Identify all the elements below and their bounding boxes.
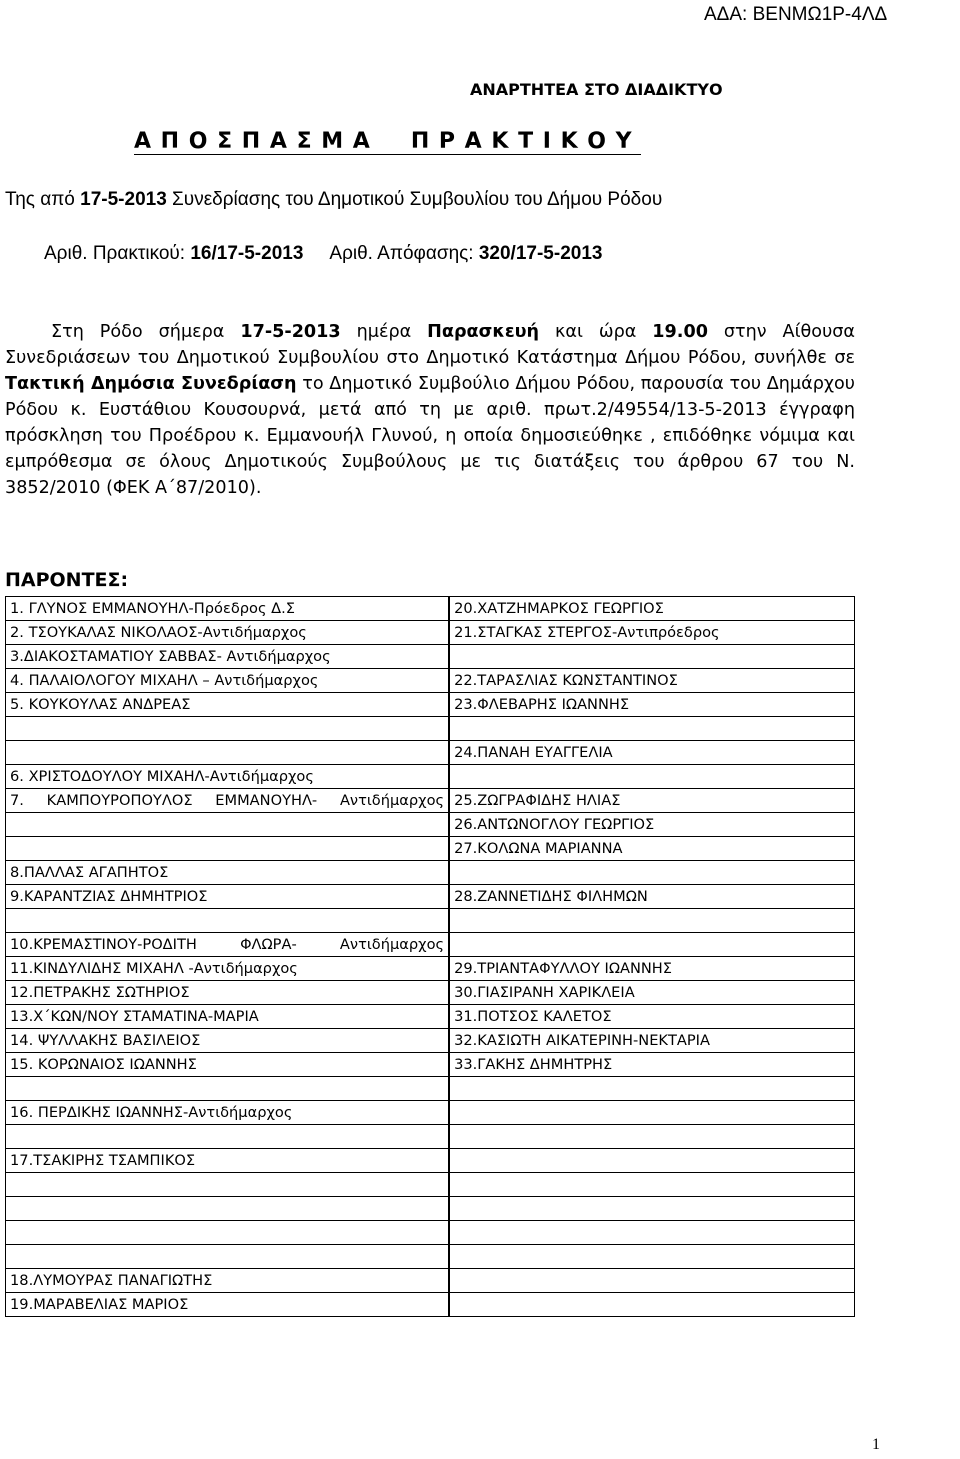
table-row — [6, 813, 855, 837]
para-date: 17-5-2013 — [240, 322, 341, 342]
table-row — [6, 621, 855, 645]
member-left: 12.ΠΕΤΡΑΚΗΣ ΣΩΤΗΡΙΟΣ — [6, 981, 449, 1005]
member-left — [6, 1221, 449, 1245]
table-row — [6, 1221, 855, 1245]
member-right: 23.ΦΛΕΒΑΡΗΣ ΙΩΑΝΝΗΣ — [450, 693, 855, 717]
member-right: 20.ΧΑΤΖΗΜΑΡΚΟΣ ΓΕΩΡΓΙΟΣ — [450, 597, 855, 621]
document-title — [134, 129, 633, 154]
session-date: 17-5-2013 — [80, 189, 167, 210]
table-row — [6, 885, 855, 909]
member-right — [450, 909, 855, 933]
session-line — [5, 189, 662, 211]
table-row — [6, 1197, 855, 1221]
member-left — [6, 1173, 449, 1197]
online-notice: ΑΝΑΡΤΗΤΕΑ ΣΤΟ ΔΙΑΔΙΚΤΥΟ — [470, 80, 723, 99]
decision-label: Αριθ. Απόφασης: — [329, 243, 479, 264]
decision-number: 320/17-5-2013 — [478, 243, 603, 264]
table-row — [6, 837, 855, 861]
para-text-3: και ώρα — [539, 322, 653, 342]
member-left: 8.ΠΑΛΛΑΣ ΑΓΑΠΗΤΟΣ — [6, 861, 449, 885]
member-right: 28.ΖΑΝΝΕΤΙΔΗΣ ΦΙΛΗΜΩΝ — [450, 885, 855, 909]
member-right — [450, 1269, 855, 1293]
member-left: 7. ΚΑΜΠΟΥΡΟΠΟΥΛΟΣ ΕΜΜΑΝΟΥΗΛ- Αντιδήμαρχος — [6, 789, 449, 813]
member-left — [6, 741, 449, 765]
member-right: 26.ΑΝΤΩΝΟΓΛΟΥ ΓΕΩΡΓΙΟΣ — [450, 813, 855, 837]
member-right: 25.ΖΩΓΡΑΦΙΔΗΣ ΗΛΙΑΣ — [450, 789, 855, 813]
member-right — [450, 861, 855, 885]
member-left: 15. ΚΟΡΩΝΑΙΟΣ ΙΩΑΝΝΗΣ — [6, 1053, 449, 1077]
members-table — [5, 596, 855, 1317]
table-row — [6, 861, 855, 885]
para-text-2: ημέρα — [340, 322, 428, 342]
member-right — [450, 1125, 855, 1149]
member-right — [450, 933, 855, 957]
member-left — [6, 717, 449, 741]
member-left: 16. ΠΕΡΔΙΚΗΣ ΙΩΑΝΝΗΣ-Αντιδήμαρχος — [6, 1101, 449, 1125]
member-right: 22.ΤΑΡΑΣΛΙΑΣ ΚΩΝΣΤΑΝΤΙΝΟΣ — [450, 669, 855, 693]
session-prefix: Της από — [5, 189, 81, 210]
table-row — [6, 789, 855, 813]
member-right — [450, 1221, 855, 1245]
member-right: 32.ΚΑΣΙΩΤΗ ΑΙΚΑΤΕΡΙΝΗ-ΝΕΚΤΑΡΙΑ — [450, 1029, 855, 1053]
ada-code: ΑΔΑ: ΒΕΝΜΩ1Ρ-4ΛΔ — [704, 4, 888, 25]
table-row — [6, 1245, 855, 1269]
table-row — [6, 669, 855, 693]
member-right — [450, 765, 855, 789]
table-row — [6, 693, 855, 717]
para-text-1: Στη Ρόδο σήμερα — [51, 322, 241, 342]
member-right: 24.ΠΑΝΑΗ ΕΥΑΓΓΕΛΙΑ — [450, 741, 855, 765]
member-left: 9.ΚΑΡΑΝΤΖΙΑΣ ΔΗΜΗΤΡΙΟΣ — [6, 885, 449, 909]
member-right: 29.ΤΡΙΑΝΤΑΦΥΛΛΟΥ ΙΩΑΝΝΗΣ — [450, 957, 855, 981]
member-left: 2. ΤΣΟΥΚΑΛΑΣ ΝΙΚΟΛΑΟΣ-Αντιδήμαρχος — [6, 621, 449, 645]
reference-numbers — [44, 243, 602, 265]
table-row — [6, 597, 855, 621]
para-time: 19.00 — [652, 322, 708, 342]
member-right: 30.ΓΙΑΣΙΡΑΝΗ ΧΑΡΙΚΛΕΙΑ — [450, 981, 855, 1005]
member-left — [6, 1245, 449, 1269]
member-left: 4. ΠΑΛΑΙΟΛΟΓΟΥ ΜΙΧΑΗΛ – Αντιδήμαρχος — [6, 669, 449, 693]
member-right — [450, 1293, 855, 1317]
member-left — [6, 837, 449, 861]
member-left: 10.ΚΡΕΜΑΣΤΙΝΟΥ-ΡΟΔΙΤΗ ΦΛΩΡΑ- Αντιδήμαρχος — [6, 933, 449, 957]
table-row — [6, 957, 855, 981]
member-right — [450, 1077, 855, 1101]
table-row — [6, 645, 855, 669]
table-row — [6, 765, 855, 789]
member-left — [6, 1077, 449, 1101]
member-left — [6, 813, 449, 837]
member-left: 6. ΧΡΙΣΤΟΔΟΥΛΟΥ ΜΙΧΑΗΛ-Αντιδήμαρχος — [6, 765, 449, 789]
member-right: 31.ΠΟΤΣΟΣ ΚΑΛΕΤΟΣ — [450, 1005, 855, 1029]
table-row — [6, 717, 855, 741]
member-left: 19.ΜΑΡΑΒΕΛΙΑΣ ΜΑΡΙΟΣ — [6, 1293, 449, 1317]
para-session-kind: Τακτική Δημόσια Συνεδρίαση — [5, 374, 297, 394]
member-left: 14. ΨΥΛΛΑΚΗΣ ΒΑΣΙΛΕΙΟΣ — [6, 1029, 449, 1053]
member-right: 21.ΣΤΑΓΚΑΣ ΣΤΕΡΓΟΣ-Αντιπρόεδρος — [450, 621, 855, 645]
member-right — [450, 645, 855, 669]
page-number: 1 — [872, 1436, 880, 1453]
meeting-paragraph — [5, 319, 855, 501]
para-text-4: στην Αίθουσα Συνεδριάσεων του Δημοτικού Συμβουλίου στο Δημοτικό Κατάστημα Δήμου Ρόδου, συνήλθε σε — [5, 322, 855, 368]
member-left: 1. ΓΛΥΝΟΣ ΕΜΜΑΝΟΥΗΛ-Πρόεδρος Δ.Σ — [6, 597, 449, 621]
table-row — [6, 981, 855, 1005]
table-row — [6, 1149, 855, 1173]
table-row — [6, 909, 855, 933]
member-right — [450, 1149, 855, 1173]
member-right: 27.ΚΟΛΩΝΑ ΜΑΡΙΑΝΝΑ — [450, 837, 855, 861]
member-left: 11.ΚΙΝΔΥΛΙΔΗΣ ΜΙΧΑΗΛ -Αντιδήμαρχος — [6, 957, 449, 981]
session-suffix: Συνεδρίασης του Δημοτικού Συμβουλίου του Δήμου Ρόδου — [166, 189, 663, 210]
table-row — [6, 933, 855, 957]
para-text-5: το Δημοτικό Συμβούλιο Δήμου Ρόδου, παρουσία του Δημάρχου Ρόδου κ. Ευστάθιου Κουσουρνά, μετά από τη με αριθ. πρωτ.2/49554/13-5-2013 έγγραφη πρόσκληση του Προέδρου κ. Εμμανουήλ Γλυνού, η οποία δημοσιεύθηκε , επιδόθηκε νόμιμα και εμπρόθεσμα σε όλους Δημοτικούς Συμβούλους με τις διατάξεις του άρθρου 67 του Ν. 3852/2010 (ΦΕΚ Α΄87/2010). — [5, 374, 855, 498]
member-left: 17.ΤΣΑΚΙΡΗΣ ΤΣΑΜΠΙΚΟΣ — [6, 1149, 449, 1173]
table-row — [6, 1029, 855, 1053]
present-heading: ΠΑΡΟΝΤΕΣ: — [5, 569, 129, 591]
title-word-minutes: Π Ρ Α Κ Τ Ι Κ Ο Υ — [410, 129, 633, 154]
member-right — [450, 1197, 855, 1221]
member-right — [450, 717, 855, 741]
table-row — [6, 741, 855, 765]
member-left: 18.ΛΥΜΟΥΡΑΣ ΠΑΝΑΓΙΩΤΗΣ — [6, 1269, 449, 1293]
title-underline — [134, 154, 641, 155]
member-left: 3.ΔΙΑΚΟΣΤΑΜΑΤΙΟΥ ΣΑΒΒΑΣ- Αντιδήμαρχος — [6, 645, 449, 669]
member-right: 33.ΓΑΚΗΣ ΔΗΜΗΤΡΗΣ — [450, 1053, 855, 1077]
table-row — [6, 1125, 855, 1149]
minutes-number: 16/17-5-2013 — [190, 243, 304, 264]
member-right — [450, 1101, 855, 1125]
member-right — [450, 1245, 855, 1269]
member-left — [6, 909, 449, 933]
member-left — [6, 1125, 449, 1149]
title-word-extract: Α Π Ο Σ Π Α Σ Μ Α — [134, 129, 371, 154]
member-left: 5. ΚΟΥΚΟΥΛΑΣ ΑΝΔΡΕΑΣ — [6, 693, 449, 717]
member-left: 13.Χ΄ΚΩΝ/ΝΟΥ ΣΤΑΜΑΤΙΝΑ-ΜΑΡΙΑ — [6, 1005, 449, 1029]
table-row — [6, 1101, 855, 1125]
member-left — [6, 1197, 449, 1221]
member-right — [450, 1173, 855, 1197]
para-day: Παρασκευή — [427, 322, 540, 342]
table-row — [6, 1005, 855, 1029]
table-row — [6, 1077, 855, 1101]
table-row — [6, 1269, 855, 1293]
minutes-label: Αριθ. Πρακτικού: — [44, 243, 191, 264]
table-row — [6, 1053, 855, 1077]
table-row — [6, 1293, 855, 1317]
table-row — [6, 1173, 855, 1197]
